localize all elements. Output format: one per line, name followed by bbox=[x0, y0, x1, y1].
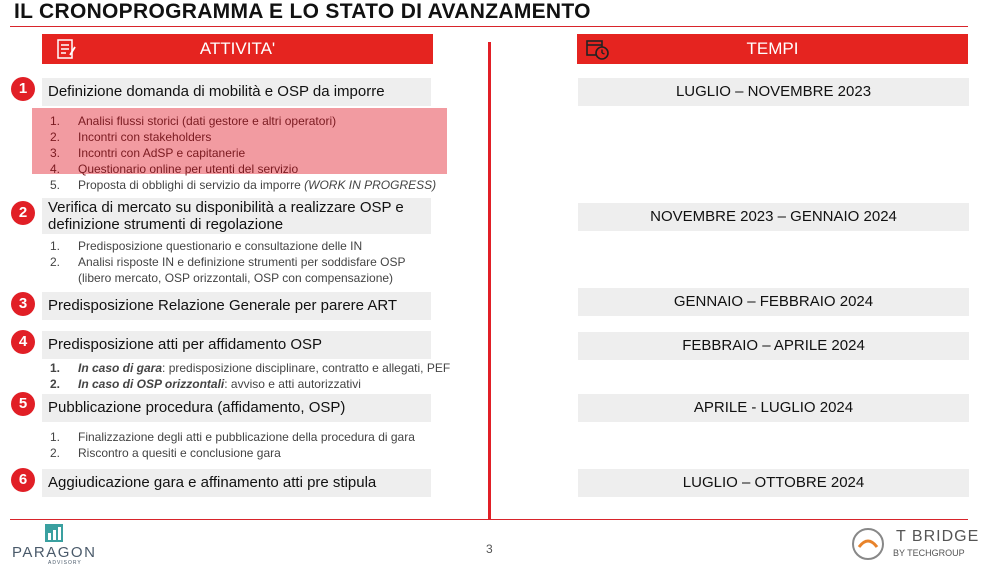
paragon-logo-sub: ADVISORY bbox=[48, 560, 82, 566]
time-5: APRILE - LUGLIO 2024 bbox=[578, 394, 969, 422]
step-number-6: 6 bbox=[11, 468, 35, 492]
step-number-5: 5 bbox=[11, 392, 35, 416]
activity-2: Verifica di mercato su disponibilità a realizzare OSP e definizione strumenti di regolazione bbox=[42, 198, 431, 234]
sub-item: 5. Proposta di obblighi di servizio da imporre (WORK IN PROGRESS) bbox=[50, 178, 437, 192]
time-3: GENNAIO – FEBBRAIO 2024 bbox=[578, 288, 969, 316]
time-6: LUGLIO – OTTOBRE 2024 bbox=[578, 469, 969, 497]
step-number-4: 4 bbox=[11, 330, 35, 354]
column-divider bbox=[488, 42, 491, 520]
sub-item: 1. Predisposizione questionario e consultazione delle IN bbox=[50, 239, 363, 253]
time-1: LUGLIO – NOVEMBRE 2023 bbox=[578, 78, 969, 106]
times-header-label: TEMPI bbox=[746, 39, 799, 58]
sub-item: 4. Questionario online per utenti del servizio bbox=[50, 162, 299, 176]
times-header bbox=[577, 34, 968, 64]
tbridge-logo-sub: BY TECHGROUP bbox=[893, 548, 965, 558]
activity-4: Predisposizione atti per affidamento OSP bbox=[42, 331, 431, 359]
tbridge-logo: T BRIDGE bbox=[896, 528, 980, 545]
sub-item: 2. In caso di OSP orizzontali: avviso e atti autorizzativi bbox=[50, 377, 361, 391]
step-number-3: 3 bbox=[11, 292, 35, 316]
paragon-logo: PARAGON bbox=[12, 544, 97, 561]
time-4: FEBBRAIO – APRILE 2024 bbox=[578, 332, 969, 360]
sub-item: (libero mercato, OSP orizzontali, OSP con compensazione) bbox=[78, 271, 394, 285]
activity-6: Aggiudicazione gara e affinamento atti pre stipula bbox=[42, 469, 431, 497]
sub-item: 1. Finalizzazione degli atti e pubblicazione della procedura di gara bbox=[50, 430, 415, 444]
sub-item: 2. Riscontro a quesiti e conclusione gara bbox=[50, 446, 281, 460]
tbridge-logo-icon bbox=[851, 527, 885, 561]
time-2: NOVEMBRE 2023 – GENNAIO 2024 bbox=[578, 203, 969, 231]
activities-header bbox=[42, 34, 433, 64]
step-number-2: 2 bbox=[11, 201, 35, 225]
sub-item: 3. Incontri con AdSP e capitanerie bbox=[50, 146, 246, 160]
activity-5: Pubblicazione procedura (affidamento, OSP) bbox=[42, 394, 431, 422]
sub-item: 1. Analisi flussi storici (dati gestore e altri operatori) bbox=[50, 114, 337, 128]
page-title: IL CRONOPROGRAMMA E LO STATO DI AVANZAMENTO bbox=[14, 0, 591, 23]
activity-1: Definizione domanda di mobilità e OSP da imporre bbox=[42, 78, 431, 106]
paragon-logo-icon bbox=[44, 523, 64, 543]
sub-item: 2. Incontri con stakeholders bbox=[50, 130, 212, 144]
sub-item: 1. In caso di gara: predisposizione disciplinare, contratto e allegati, PEF bbox=[50, 361, 451, 375]
calendar-clock-icon bbox=[585, 37, 609, 61]
title-divider bbox=[10, 26, 968, 27]
step-number-1: 1 bbox=[11, 77, 35, 101]
page-number: 3 bbox=[486, 542, 493, 556]
checklist-icon bbox=[54, 37, 78, 61]
footer-divider bbox=[10, 519, 968, 520]
sub-item: 2. Analisi risposte IN e definizione strumenti per soddisfare OSP bbox=[50, 255, 406, 269]
activities-header-label: ATTIVITA' bbox=[199, 39, 276, 58]
activity-3: Predisposizione Relazione Generale per parere ART bbox=[42, 292, 431, 320]
